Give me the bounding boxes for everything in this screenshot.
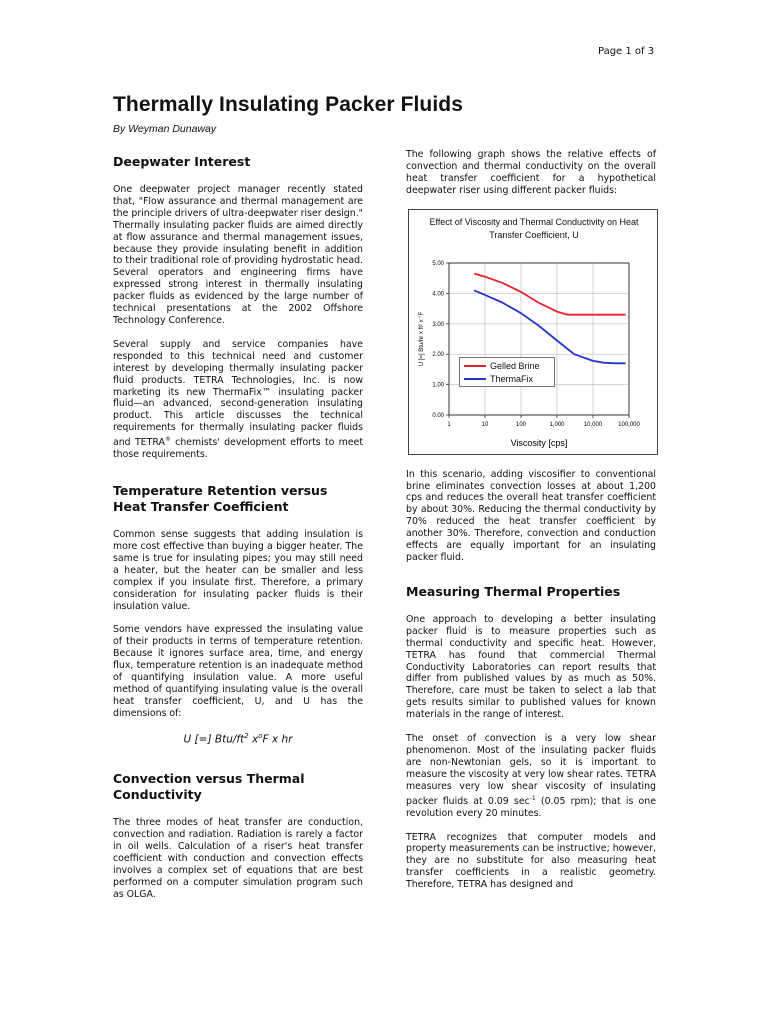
plot-area	[449, 263, 629, 415]
page-number: Page 1 of 3	[598, 46, 655, 57]
x-tick-label: 1	[447, 421, 451, 428]
legend-label: ThermaFix	[490, 373, 534, 384]
y-tick-label: 5.00	[432, 260, 444, 267]
x-tick-label: 100	[515, 421, 527, 428]
paragraph: The three modes of heat transfer are conduction, convection and radiation. Radiation is rarely a factor in oil wells. Calculation of a riser's heat transfer coefficient with conduction and convection effects involves a complex set of equations that are best performed on a computer simulation program such as OLGA.	[113, 817, 363, 900]
legend-item	[464, 360, 540, 372]
series-line-thermafix	[474, 290, 625, 363]
y-axis-label: U [=] Btu/hr x ft² x °F	[419, 311, 425, 366]
viscosity-chart	[408, 209, 658, 455]
x-tick-label: 100,000	[618, 421, 640, 428]
formula-superscript: 2	[244, 731, 249, 740]
paragraph: TETRA recognizes that computer models and property measurements can be instructive; however, they are no substitute for also measuring heat transfer coefficients in a realistic geometry. Therefore, TETRA has designed and	[406, 831, 656, 891]
u-dimension-formula	[113, 732, 363, 746]
paragraph-text: Several supply and service companies have responded to this technical need and customer interest by developing thermally insulating packer fluid products. TETRA Technologies, Inc. is now marketing its new ThermaFix™ insulating packer fluid—an advanced, second-generation insulating product. This article discusses the technical requirements for thermally insulating packer fluids and TETRA	[113, 338, 363, 449]
chart-legend	[459, 357, 555, 387]
x-tick-label: 10,000	[583, 421, 603, 428]
left-column	[113, 154, 363, 913]
paragraph	[113, 339, 363, 461]
chart-canvas	[409, 210, 659, 456]
legend-item	[464, 373, 533, 385]
paragraph: One deepwater project manager recently stated that, "Flow assurance and thermal management are the principle drivers of ultra-deepwater riser design." Thermally insulating packer fluids are aimed directly at flow assurance and thermal management issues, because they provide insulating benefit in addition to their traditional role of providing hydrostatic head. Several operators and engineering firms have expressed strong interest in thermally insulating packer fluids as evidenced by the large number of technical presentations at the 2002 Offshore Technology Conference.	[113, 184, 363, 326]
legend-label: Gelled Brine	[490, 360, 540, 371]
paragraph-text: (0.05 rpm); that is one revolution every 20 minutes.	[406, 795, 656, 819]
series-line-gelled-brine	[474, 273, 625, 314]
y-tick-label: 0.00	[432, 412, 444, 419]
paragraph: One approach to developing a better insulating packer fluid is to measure properties such as thermal conductivity and specific heat. However, TETRA has found that commercial Thermal Conductivity Laboratories can report results that differ from published values by as much as 50%. Therefore, care must be taken to select a lab that gets results similar to published values for known materials in the range of interest.	[406, 613, 656, 721]
heading-deepwater-interest: Deepwater Interest	[113, 154, 251, 169]
paragraph-text: chemists' development efforts to meet those requirements.	[113, 437, 364, 461]
heading-convection-vs-conductivity: Convection versus Thermal Conductivity	[113, 771, 305, 803]
superscript: -1	[529, 794, 536, 802]
legend-swatch-gelled-brine	[464, 365, 486, 367]
article-title: Thermally Insulating Packer Fluids	[113, 93, 464, 116]
formula-superscript: o	[258, 731, 263, 740]
paragraph: In this scenario, adding viscosifier to conventional brine eliminates convection losses at about 1,200 cps and reduces the overall heat transfer coefficient by about 30%. Reducing the thermal conductivity by 70% reduced the heat transfer coefficient by another 30%. Therefore, convection and conduction effects are equally important for an insulating packer fluid.	[406, 468, 656, 563]
formula-text: F x hr	[262, 733, 293, 746]
y-tick-label: 4.00	[432, 291, 444, 298]
y-tick-label: 2.00	[432, 351, 444, 358]
formula-text: U [=] Btu/ft	[183, 733, 245, 746]
heading-measuring-thermal-properties: Measuring Thermal Properties	[406, 583, 621, 599]
legend-swatch-thermafix	[464, 378, 486, 380]
y-tick-label: 3.00	[432, 321, 444, 328]
paragraph: The following graph shows the relative effects of convection and thermal conductivity on the overall heat transfer coefficient for a hypothetical deepwater riser using different packer fluids:	[406, 149, 656, 196]
heading-temperature-retention: Temperature Retention versus Heat Transfer Coefficient	[113, 483, 328, 515]
y-tick-label: 1.00	[432, 382, 444, 389]
x-tick-label: 10	[481, 421, 489, 428]
chart-title: Effect of Viscosity and Thermal Conductivity on Heat Transfer Coefficient, U	[429, 216, 639, 240]
registered-mark: ®	[164, 436, 171, 444]
paragraph: Some vendors have expressed the insulating value of their products in terms of temperature retention. Because it ignores surface area, time, and energy flux, temperature retention is an inadequate method of quantifying insulation value. A more useful method of quantifying insulating value is the overall heat transfer coefficient, U, and U has the dimensions of:	[113, 624, 363, 719]
paragraph	[406, 733, 656, 819]
x-tick-label: 1,000	[549, 421, 565, 428]
paragraph-text: The onset of convection is a very low shear phenomenon. Most of the insulating packer fluids are non-Newtonian gels, so it is important to measure the viscosity at very low shear rates. TETRA measures very low shear viscosity of insulating packer fluids at 0.09 sec	[406, 733, 656, 807]
byline: By Weyman Dunaway	[113, 123, 217, 135]
paragraph: Common sense suggests that adding insulation is more cost effective than buying a bigger heater. The same is true for insulating pipes; you may still need a heater, but the heater can be smaller and less complex if you insulate first. Therefore, a primary consideration for insulating packer fluids is their insulation value.	[113, 529, 363, 612]
x-axis-label: Viscosity [cps]	[510, 437, 568, 448]
formula-text: x	[248, 733, 259, 746]
right-column	[406, 149, 656, 903]
